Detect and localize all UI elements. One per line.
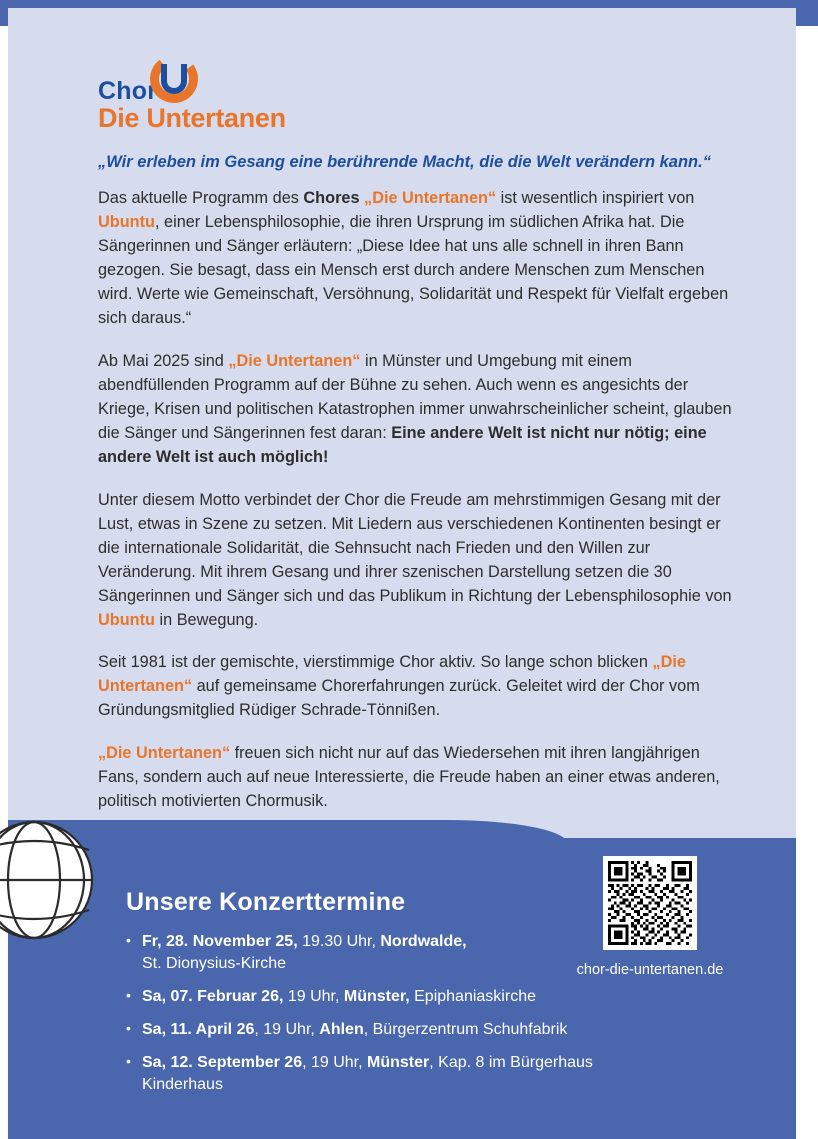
p1-seg-ubuntu: Ubuntu (98, 213, 155, 232)
list-item (126, 986, 666, 1008)
concert-city: Nordwalde, (380, 933, 467, 950)
concert-date: Sa, 12. September 26 (142, 1054, 303, 1072)
p2-seg-choirname: „Die Untertanen“ (228, 351, 361, 370)
website-url[interactable]: chor-die-untertanen.de (576, 962, 724, 978)
concert-venue: St. Dionysius-Kirche (142, 955, 287, 973)
logo-text-chor: Chor (98, 77, 158, 105)
concert-date: Sa, 07. Februar 26, (142, 988, 284, 1006)
headline-quote: „Wir erleben im Gesang eine berührende Macht, die die Welt verändern kann.“ (98, 153, 711, 171)
list-item (126, 1019, 666, 1041)
concert-dates-panel (8, 838, 796, 1139)
p5-seg-b: freuen sich nicht nur auf das Wiedersehen mit ihren langjährigen Fans, sondern auch auf neue Interessierte, die Freude haben an einer etwas anderen, politisch motivierten Chormusik. (98, 744, 720, 811)
p1-seg-chores: Chores (303, 189, 365, 208)
concert-venue: , Bürgerzentrum Schuhfabrik (363, 1021, 568, 1039)
paragraph-5 (98, 742, 738, 814)
p3-seg-c: in Bewegung. (154, 610, 259, 629)
qr-block (550, 856, 750, 978)
concert-venue: Epiphaniaskirche (409, 988, 536, 1006)
globe-icon (0, 818, 109, 943)
p1-seg-a: Das aktuelle Programm des (98, 189, 304, 208)
logo-text-untertanen: Die Untertanen (98, 103, 286, 133)
paragraph-3 (98, 489, 738, 633)
p3-seg-ubuntu: Ubuntu (98, 610, 155, 629)
concert-date: Fr, 28. November 25, (142, 933, 298, 950)
p4-seg-a: Seit 1981 ist der gemischte, vierstimmige Chor aktiv. So lange schon blicken (98, 653, 653, 672)
paragraph-2 (98, 350, 738, 470)
p1-seg-choirname: „Die Untertanen“ (364, 189, 497, 208)
p3-seg-a: Unter diesem Motto verbindet der Chor die Freude am mehrstimmigen Gesang mit der Lust, etwas in Szene zu setzen. Mit Liedern aus verschiedenen Kontinenten besingt er die internationale Solidarität, die Sehnsucht nach Frieden und den Willen zur Veränderung. Mit ihrem Gesang und ihrer szenischen Darstellung setzen die 30 Sängerinnen und Sänger sich und das Publikum in Richtung der Lebensphilosophie von (98, 490, 732, 605)
concert-date: Sa, 11. April 26 (142, 1021, 255, 1039)
concert-time: 19 Uhr, (283, 988, 344, 1006)
paragraph-4 (98, 651, 738, 723)
choir-logo (98, 55, 288, 137)
concert-section-title: Unsere Konzerttermine (126, 888, 406, 916)
concert-venue: , Kap. 8 im Bürgerhaus Kinderhaus (142, 1054, 593, 1094)
concert-city: Münster (367, 1054, 430, 1072)
p1-seg-f: , einer Lebensphilosophie, die ihren Ursprung im südlichen Afrika hat. Die Sängerinnen und Sänger erläutern: „Diese Idee hat uns alle schnell in ihren Bann gezogen. Sie besagt, dass ein Mensch erst durch andere Menschen zum Menschen wird. Werte wie Gemeinschaft, Versöhnung, Solidarität und Respekt für Vielfalt ergeben sich daraus.“ (98, 213, 729, 328)
qr-code-icon[interactable] (603, 856, 697, 950)
concert-time: 19.30 Uhr, (297, 933, 381, 950)
p4-seg-choirname: „Die Untertanen“ (98, 653, 686, 696)
concert-time: , 19 Uhr, (254, 1021, 320, 1039)
p2-seg-c: in Münster und Umgebung mit einem abendfüllenden Programm auf der Bühne zu sehen. Auch wenn es angesichts der Kriege, Krisen und politischen Katastrophen immer unwahrscheinlicher scheint, glauben die Sänger und Sängerinnen fest daran: (98, 351, 732, 442)
main-content (98, 55, 738, 833)
choir-ring-logo-icon (150, 55, 198, 103)
list-item (126, 1052, 666, 1096)
p5-seg-choirname: „Die Untertanen“ (98, 744, 231, 763)
concert-city: Ahlen (319, 1021, 364, 1039)
concert-city: Münster, (343, 988, 410, 1006)
paragraph-1 (98, 187, 738, 331)
p2-seg-motto: Eine andere Welt ist nicht nur nötig; eine andere Welt ist auch möglich! (98, 423, 707, 466)
concert-time: , 19 Uhr, (302, 1054, 368, 1072)
p2-seg-a: Ab Mai 2025 sind (98, 351, 229, 370)
p4-seg-c: auf gemeinsame Chorerfahrungen zurück. Geleitet wird der Chor vom Gründungsmitglied Rüdiger Schrade-Tönnißen. (98, 677, 700, 720)
p1-seg-d: ist wesentlich inspiriert von (496, 189, 695, 208)
